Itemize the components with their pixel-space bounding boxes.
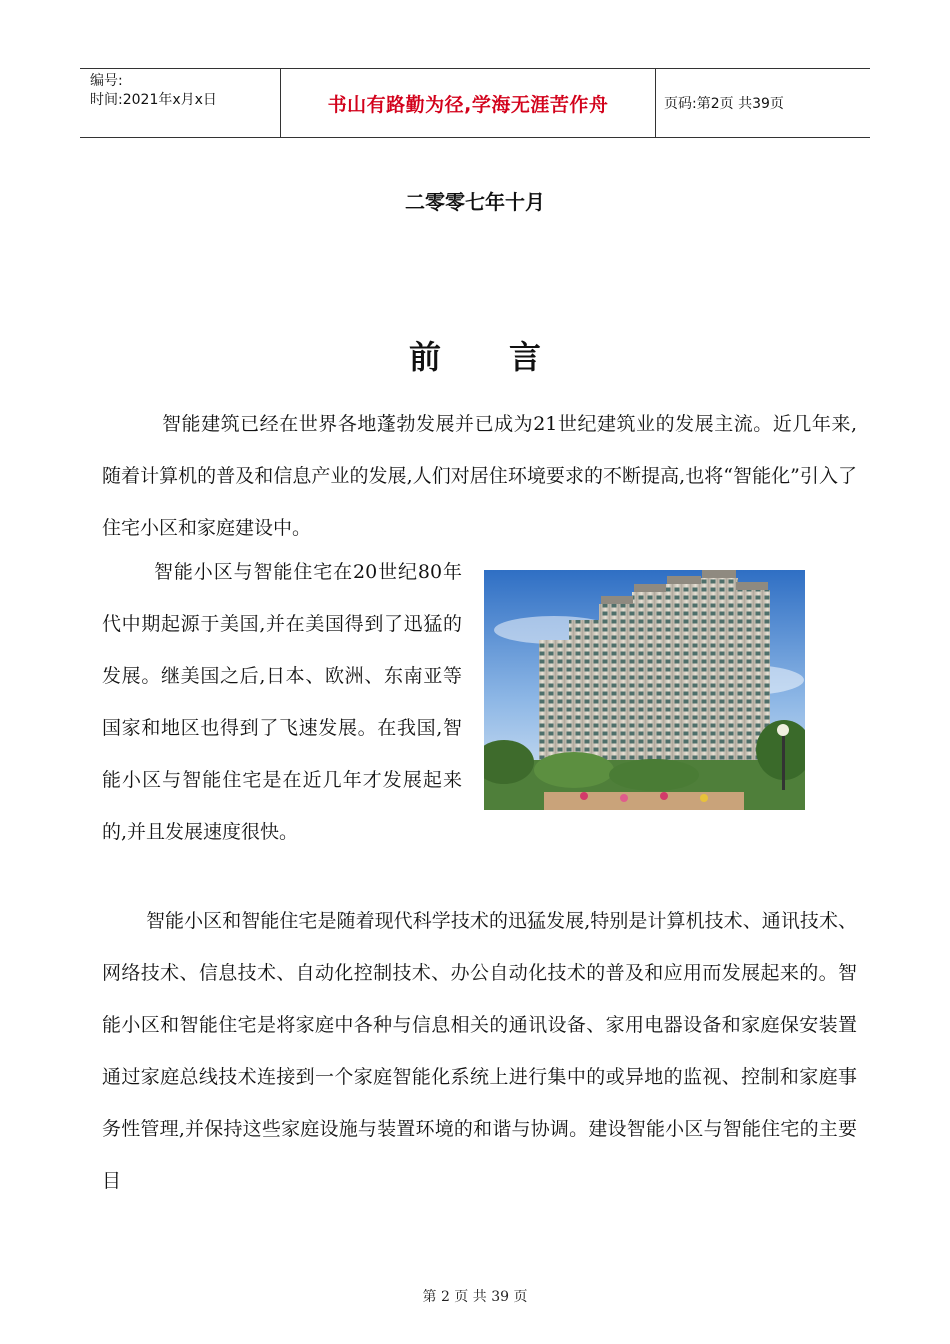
header-page-info: 页码:第2页 共39页 [664,96,784,112]
page-footer: 第 2 页 共 39 页 [422,1289,528,1305]
header-motto-cell [280,69,656,137]
date-line: 二零零七年十月 [405,190,545,214]
paragraph-2: 智能小区与智能住宅在20世纪80年代中期起源于美国,并在美国得到了迅猛的发展。继美国之后,日本、欧洲、东南亚等国家和地区也得到了飞速发展。在我国,智能小区与智能住宅是在近几年才发展起来的,并且发展速度很快。 [102,561,462,843]
document-header [80,68,870,138]
time-label: 时间:2021年x月x日 [90,92,217,108]
paragraph-1: 智能建筑已经在世界各地蓬勃发展并已成为21世纪建筑业的发展主流。近几年来,随着计算机的普及和信息产业的发展,人们对居住环境要求的不断提高,也将“智能化”引入了住宅小区和家庭建设中。 [102,413,857,539]
motto-text: 书山有路勤为径,学海无涯苦作舟 [327,93,609,116]
number-label: 编号: [90,73,123,89]
paragraph-3: 智能小区和智能住宅是随着现代科学技术的迅猛发展,特别是计算机技术、通讯技术、网络技术、信息技术、自动化控制技术、办公自动化技术的普及和应用而发展起来的。智能小区和智能住宅是将家庭中各种与信息相关的通讯设备、家用电器设备和家庭保安装置通过家庭总线技术连接到一个家庭智能化系统上进行集中的或异地的监视、控制和家庭事务性管理,并保持这些家庭设施与装置环境的和谐与协调。建设智能小区与智能住宅的主要目 [102,910,857,1192]
header-meta [80,69,280,137]
building-illustration [484,570,805,810]
section-title: 前言 [408,338,609,376]
residential-building-photo [484,570,805,810]
